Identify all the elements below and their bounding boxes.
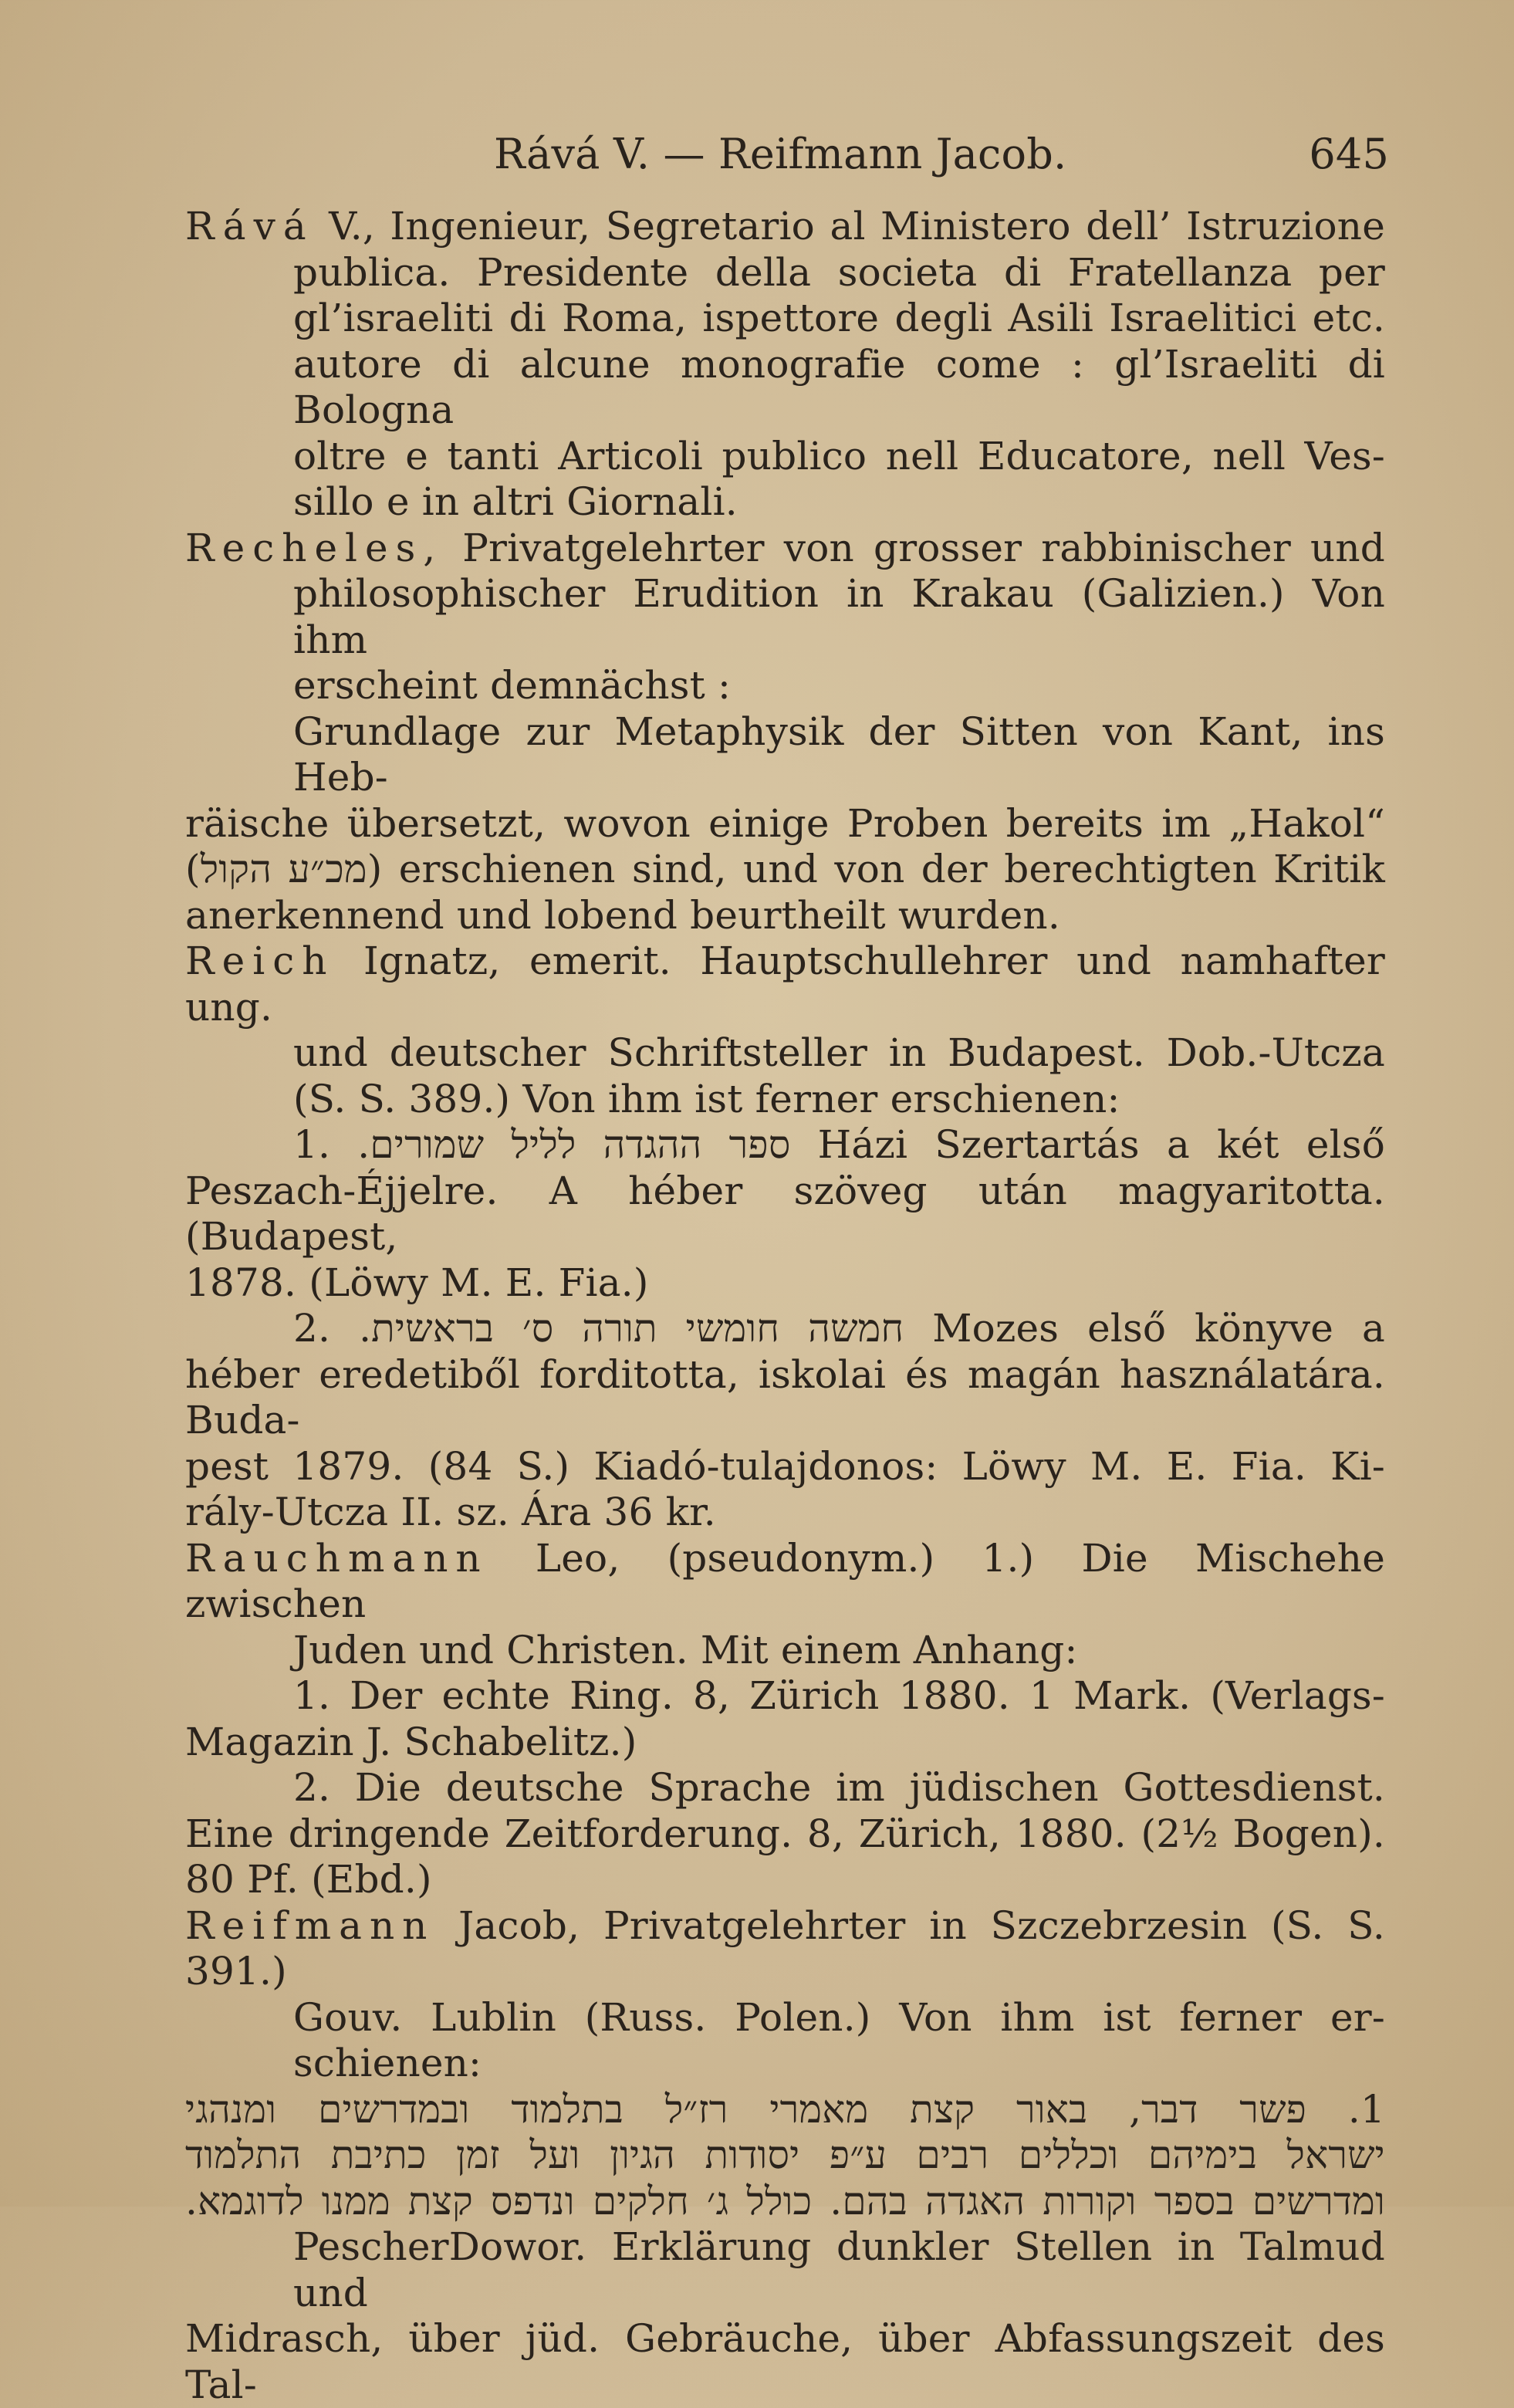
entry-line: 1. Der echte Ring. 8, Zürich 1880. 1 Mark. (Verlags- — [185, 1673, 1385, 1720]
entry-line: 80 Pf. (Ebd.) — [185, 1857, 1385, 1903]
page-number: 645 — [1309, 131, 1389, 178]
entry-name: Rauchmann — [185, 1536, 488, 1581]
entry-line: (S. S. 389.) Von ihm ist ferner erschienen: — [185, 1077, 1385, 1123]
entry-line: Grundlage zur Metaphysik der Sitten von Kant, ins Heb- — [185, 709, 1385, 801]
entry-line: oltre e tanti Articoli publico nell Educatore, nell Ves- — [185, 434, 1385, 480]
entry-line: Reifmann Jacob, Privatgelehrter in Szczebrzesin (S. S. 391.) — [185, 1903, 1385, 1995]
entry-line: PescherDowor. Erklärung dunkler Stellen in Talmud und — [185, 2224, 1385, 2316]
entry-name: Recheles, — [185, 526, 443, 570]
entry-rauchmann — [185, 1536, 1385, 1903]
entry-line: 1878. (Löwy M. E. Fia.) — [185, 1260, 1385, 1307]
page-header — [185, 131, 1385, 193]
entry-name: Reich — [185, 939, 334, 983]
entry-line: Rauchmann Leo, (pseudonym.) 1.) Die Mischehe zwischen — [185, 1536, 1385, 1628]
hebrew-title: ספר ההגדה לליל שמורים. — [357, 1122, 790, 1167]
entry-line: schienen: — [185, 2041, 1385, 2087]
entry-line: 2. Die deutsche Sprache im jüdischen Gottesdienst. — [185, 1765, 1385, 1811]
entry-line: und deutscher Schriftsteller in Budapest. Dob.-Utcza — [185, 1030, 1385, 1077]
entry-line: Midrasch, über jüd. Gebräuche, über Abfassungszeit des Tal- — [185, 2316, 1385, 2408]
hebrew-title: חמשה חומשי תורה ס׳ בראשית. — [359, 1306, 904, 1351]
entry-line: 1. ספר ההגדה לליל שמורים. Házi Szertartás a két első — [185, 1122, 1385, 1168]
entry-line: erscheint demnächst : — [185, 663, 1385, 709]
entry-line: Reich Ignatz, emerit. Hauptschullehrer und namhafter ung. — [185, 939, 1385, 1030]
entry-line: Peszach-Éjjelre. A héber szöveg után magyaritotta. (Budapest, — [185, 1168, 1385, 1260]
entry-line: sillo e in altri Giornali. — [185, 479, 1385, 526]
entry-name: Reifmann — [185, 1903, 434, 1948]
entry-line: Magazin J. Schabelitz.) — [185, 1720, 1385, 1766]
entry-line: räische übersetzt, wovon einige Proben bereits im „Hakol“ — [185, 801, 1385, 847]
entry-line: publica. Presidente della societa di Fratellanza per — [185, 250, 1385, 296]
hebrew-line: ומדרשים בספר וקורות האגדה בהם. כולל ג׳ חלקים ונדפס קצת ממנו לדוגמא. — [185, 2179, 1385, 2225]
entry-line: (מכ״ע הקול) erschienen sind, und von der berechtigten Kritik — [185, 847, 1385, 893]
entry-line: Eine dringende Zeitforderung. 8, Zürich, 1880. (2½ Bogen). — [185, 1811, 1385, 1858]
entry-line: Rává V., Ingenieur, Segretario al Ministero dell’ Istruzione — [185, 204, 1385, 250]
entry-reich — [185, 939, 1385, 1536]
hebrew-line: 1. פשר דבר, באור קצת מאמרי רז״ל בתלמוד ובמדרשים ומנהגי — [185, 2087, 1385, 2133]
entry-reifmann — [185, 1903, 1385, 2408]
entry-line: philosophischer Erudition in Krakau (Galizien.) Von ihm — [185, 571, 1385, 663]
hebrew-line: ישראל בימיהם וכללים רבים ע״פ יסודות הגיון ועל זמן כתיבת התלמוד — [185, 2132, 1385, 2179]
entry-line: pest 1879. (84 S.) Kiadó-tulajdonos: Löwy M. E. Fia. Ki- — [185, 1444, 1385, 1490]
entry-name: Rává — [185, 204, 314, 249]
entry-line: Juden und Christen. Mit einem Anhang: — [185, 1628, 1385, 1674]
entry-line: Recheles, Privatgelehrter von grosser rabbinischer und — [185, 526, 1385, 572]
book-page — [185, 131, 1385, 2408]
entry-line: rály-Utcza II. sz. Ára 36 kr. — [185, 1490, 1385, 1536]
entry-line: gl’israeliti di Roma, ispettore degli Asili Israelitici etc. — [185, 296, 1385, 342]
entry-rava — [185, 204, 1385, 526]
running-head: Rává V. — Reifmann Jacob. — [494, 131, 1066, 178]
entry-line: anerkennend und lobend beurtheilt wurden. — [185, 893, 1385, 939]
entry-line: Gouv. Lublin (Russ. Polen.) Von ihm ist ferner er- — [185, 1995, 1385, 2041]
entry-recheles — [185, 526, 1385, 939]
entry-line: 2. חמשה חומשי תורה ס׳ בראשית. Mozes első könyve a — [185, 1306, 1385, 1352]
entry-line: héber eredetiből forditotta, iskolai és magán használatára. Buda- — [185, 1352, 1385, 1444]
entry-line: autore di alcune monografie come : gl’Israeliti di Bologna — [185, 342, 1385, 434]
